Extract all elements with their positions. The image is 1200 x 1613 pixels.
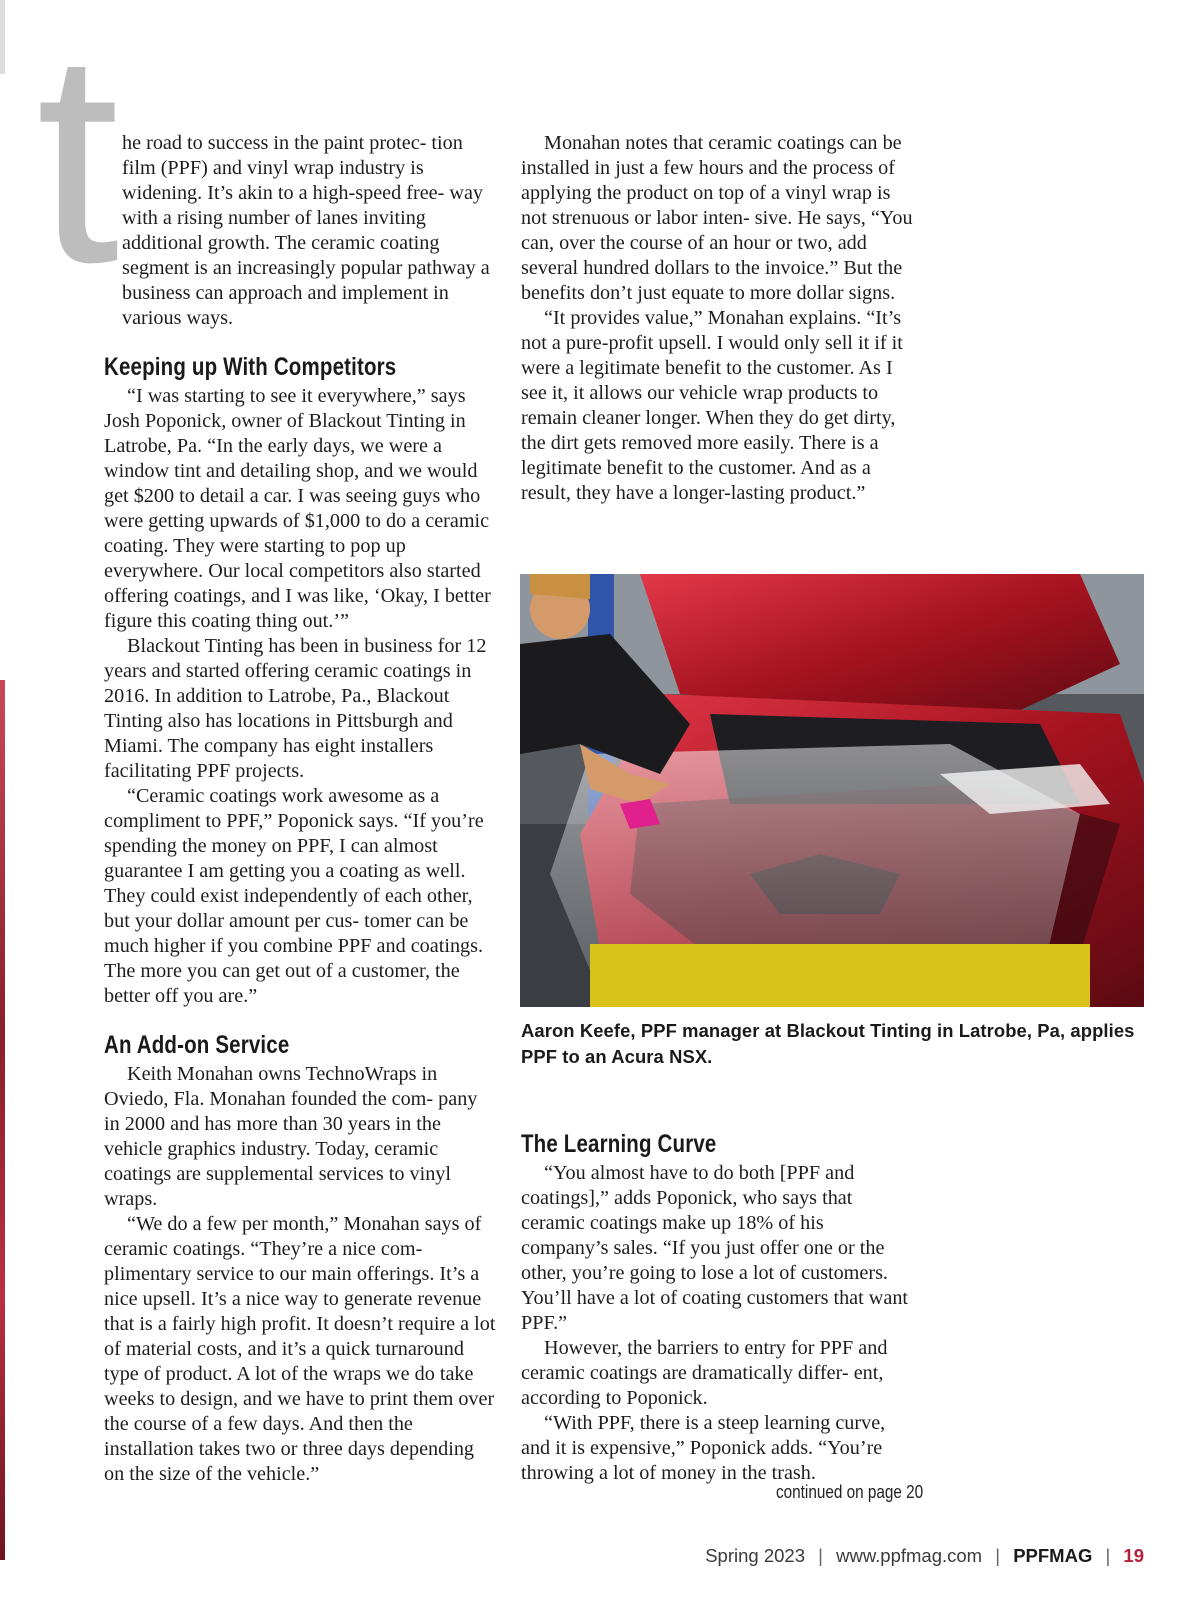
footer-separator: | [995,1545,1001,1566]
article-photo [520,574,1144,1007]
footer-website-link[interactable]: www.ppfmag.com [836,1545,983,1566]
body-paragraph: However, the barriers to entry for PPF and ceramic coatings are dramatically differ- ent, according to Poponick. [521,1337,888,1409]
drop-cap-letter: t [36,22,120,292]
continued-note: continued on page 20 [776,1482,924,1502]
intro-paragraph: he road to success in the paint protec- tion film (PPF) and vinyl wrap industry is widening. It’s akin to a high-speed free- way with a rising number of lanes inviting additional growth. The ceramic coating segment is an increasingly popular pathway a business can approach and implement in various ways. [122,132,490,329]
footer-page-number: 19 [1123,1545,1144,1566]
body-paragraph: “Ceramic coatings work awesome as a compliment to PPF,” Poponick says. “If you’re spending the money on PPF, I can almost guarantee I am getting you a coating as well. They could exist independently of each other, but your dollar amount per cus- tomer can be much higher if you combine PPF and coatings. The more you can get out of a customer, the better off you are.” [104,785,484,1007]
heading-learning-curve: The Learning Curve [521,1130,717,1158]
footer-separator: | [1105,1545,1111,1566]
body-paragraph: “With PPF, there is a steep learning curve, and it is expensive,” Poponick adds. “You’re throwing a lot of money in the trash. [521,1412,886,1484]
left-column [104,131,496,1487]
right-column-top [521,131,913,506]
photo-caption: Aaron Keefe, PPF manager at Blackout Tinting in Latrobe, Pa, applies PPF to an Acura NSX. [521,1020,1135,1067]
body-paragraph: Monahan notes that ceramic coatings can be installed in just a few hours and the process of applying the product on top of a vinyl wrap is not strenuous or labor inten- sive. He says, “You can, over the course of an hour or two, add several hundred dollars to the invoice.” But the benefits don’t just equate to more dollar signs. [521,132,913,304]
body-paragraph: Blackout Tinting has been in business for 12 years and started offering ceramic coatings in 2016. In addition to Latrobe, Pa., Blackout Tinting also has locations in Pittsburgh and Miami. The company has eight installers facilitating PPF projects. [104,635,487,782]
body-paragraph: “You almost have to do both [PPF and coatings],” adds Poponick, who says that ceramic coatings make up 18% of his company’s sales. “If you just offer one or the other, you’re going to lose a lot of customers. You’ll have a lot of coating customers that want PPF.” [521,1162,909,1334]
body-paragraph: “I was starting to see it everywhere,” says Josh Poponick, owner of Blackout Tinting in Latrobe, Pa. “In the early days, we were a window tint and detailing shop, and we would get $200 to detail a car. I was seeing guys who were getting upwards of $1,000 to do a ceramic coating. They were starting to pop up everywhere. Our local competitors also started offering coatings, and I was like, ‘Okay, I better figure this coating thing out.’” [104,385,491,632]
photo-illustration [520,574,1144,1007]
footer-separator: | [818,1545,823,1566]
heading-keeping-up-with-competitors: Keeping up With Competitors [104,353,397,381]
page-footer [705,1545,1144,1567]
footer-magazine-name: PPFMAG [1013,1545,1093,1566]
page-edge-red-strip [0,680,5,1560]
footer-issue: Spring 2023 [705,1545,805,1566]
right-column-bottom [521,1128,913,1486]
heading-add-on-service: An Add-on Service [104,1031,290,1059]
body-paragraph: “It provides value,” Monahan explains. “It’s not a pure-profit upsell. I would only sell it if it were a legitimate benefit to the customer. As I see it, it allows our vehicle wrap products to remain cleaner longer. When they do get dirty, the dirt gets removed more easily. There is a legitimate benefit to the customer. And as a result, they have a longer-lasting product.” [521,307,903,504]
body-paragraph: “We do a few per month,” Monahan says of ceramic coatings. “They’re a nice com- plimentary service to our main offerings. It’s a nice upsell. It’s a nice way to generate revenue that is a fairly high profit. It doesn’t require a lot of material costs, and it’s a quick turnaround type of product. A lot of the wraps we do take weeks to design, and we have to print them over the course of a few days. And then the installation takes two or three days depending on the size of the vehicle.” [104,1213,496,1485]
body-paragraph: Keith Monahan owns TechnoWraps in Oviedo, Fla. Monahan founded the com- pany in 2000 and has more than 30 years in the vehicle graphics industry. Today, ceramic coatings are supplemental services to vinyl wraps. [104,1063,478,1210]
page-edge-gray [0,0,5,74]
